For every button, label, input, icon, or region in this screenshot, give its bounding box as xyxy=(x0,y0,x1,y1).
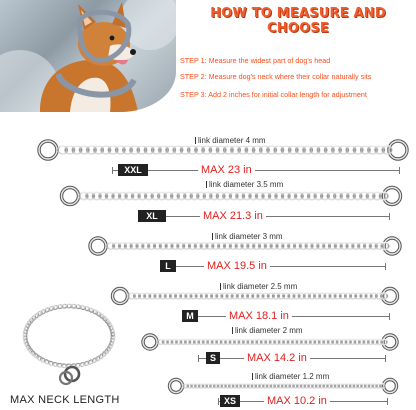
collar-loop-graphic xyxy=(14,292,124,392)
neck-length-caption: MAX NECK LENGTH xyxy=(10,394,120,406)
size-badge: M xyxy=(182,310,198,322)
step-1: STEP 1: Measure the widest part of dog's head xyxy=(180,56,331,65)
chain-ring-highlight xyxy=(170,380,183,393)
link-diameter-label: link diameter 3.5 mm xyxy=(206,180,283,189)
max-length-label: MAX 10.2 in xyxy=(264,395,330,407)
link-diameter-label: link diameter 4 mm xyxy=(195,136,266,145)
step-3: STEP 3: Add 2 inches for initial collar length for adjustment xyxy=(180,90,367,99)
max-length-label: MAX 21.3 in xyxy=(200,210,266,222)
max-length-label: MAX 14.2 in xyxy=(244,352,310,364)
link-diameter-label: link diameter 1.2 mm xyxy=(252,372,329,381)
size-badge: S xyxy=(206,352,220,364)
size-badge: XL xyxy=(138,210,166,222)
link-diameter-label: link diameter 2.5 mm xyxy=(220,282,297,291)
size-badge: L xyxy=(160,260,176,272)
size-badge: XS xyxy=(220,395,240,407)
max-length-label: MAX 18.1 in xyxy=(226,310,292,322)
page-title: HOW TO MEASURE AND CHOOSE xyxy=(210,6,386,36)
link-diameter-label: link diameter 3 mm xyxy=(212,232,283,241)
size-badge: XXL xyxy=(118,164,148,176)
max-length-label: MAX 23 in xyxy=(198,164,255,176)
step-2: STEP 2: Measure dog's neck where their collar naturally sits xyxy=(180,72,372,81)
max-length-label: MAX 19.5 in xyxy=(204,260,270,272)
link-diameter-label: link diameter 2 mm xyxy=(232,326,303,335)
